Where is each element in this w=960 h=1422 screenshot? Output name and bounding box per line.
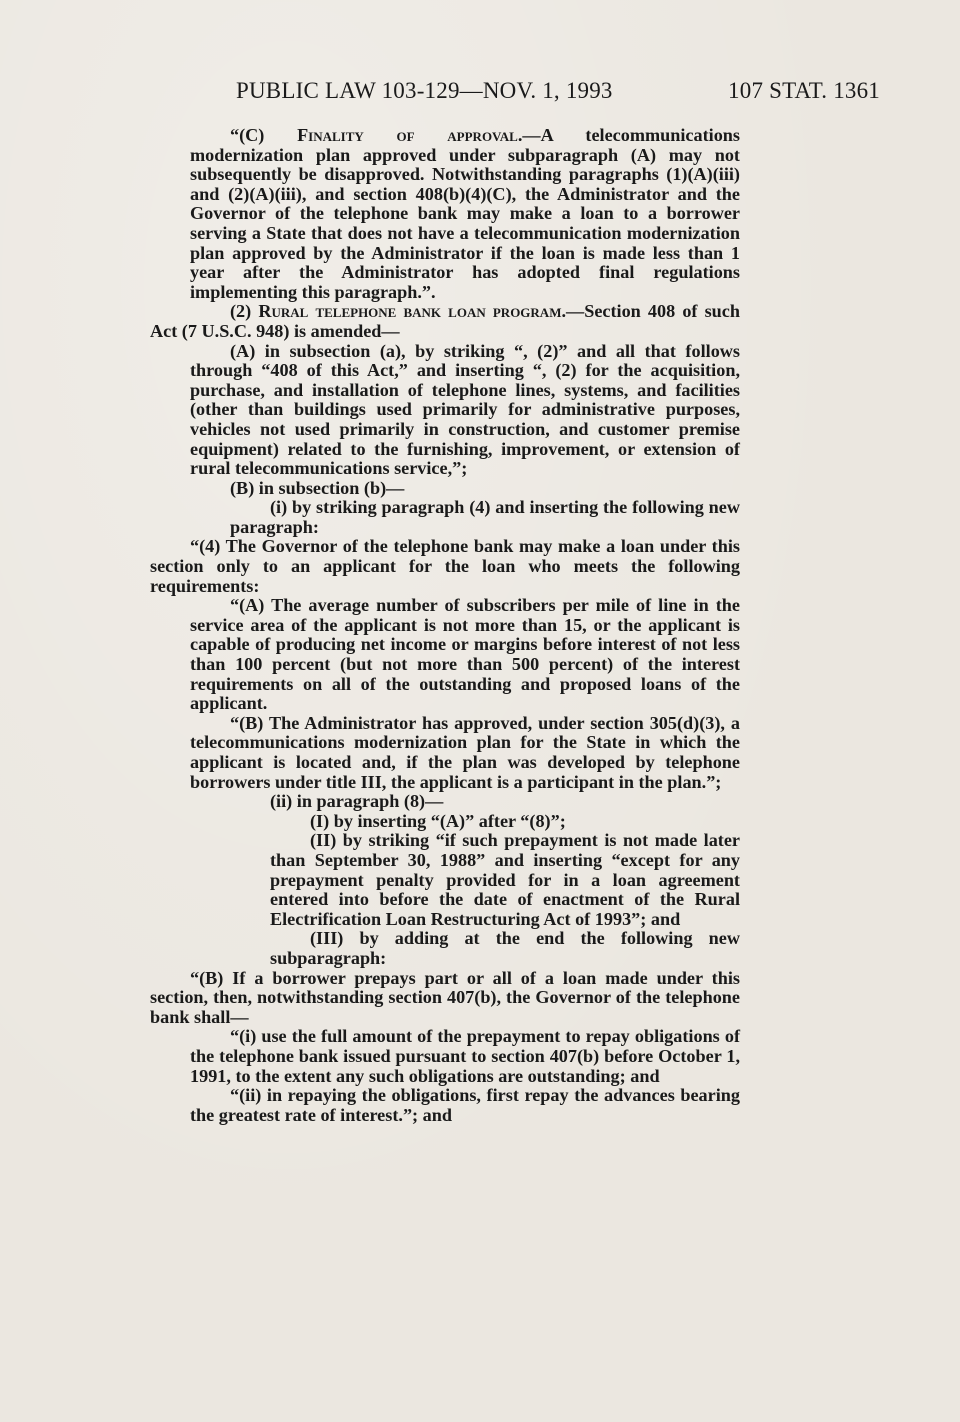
document-body: [150, 126, 740, 1125]
paragraph-ii-paragraph-8: (ii) in paragraph (8)—: [270, 791, 444, 812]
paragraph-b-administrator: “(B) The Administrator has approved, under section 305(d)(3), a telecommunications modernization plan for the State in which the applicant is located and, if the plan was developed by telephone borrowers under title III, the applicant is a participant in the plan.”;: [190, 712, 740, 792]
page-header: [236, 78, 880, 110]
paragraph-I-inserting: (I) by inserting “(A)” after “(8)”;: [310, 810, 566, 831]
paragraph-b-borrower-prepays: “(B) If a borrower prepays part or all of a loan made under this section, then, notwithstanding section 407(b), the Governor of the telephone bank shall—: [150, 967, 740, 1027]
paragraph-a-subsection-a: (A) in subsection (a), by striking “, (2)” and all that follows through “408 of this Act,” and inserting “, (2) for the acquisition, purchase, and installation of telephone lines, systems, and facilities (other than buildings used primarily for administrative purposes, vehicles not used primarily in construction, and customer premise equipment) related to the furnishing, improvement, or extension of rural telecommunications service,”;: [190, 340, 740, 479]
paragraph-c-finality: “(C) Finality of approval.—A telecommunications modernization plan approved under subparagraph (A) may not subsequently be disapproved. Notwithstanding paragraphs (1)(A)(iii) and (2)(A)(iii), and section 408(b)(4)(C), the Administrator and the Governor of the telephone bank may make a loan to a borrower serving a State that does not have a telecommunication modernization plan approved by the Administrator if the loan is made less than 1 year after the Administrator has adopted final regulations implementing this paragraph.”.: [190, 125, 740, 302]
header-citation: PUBLIC LAW 103-129—NOV. 1, 1993: [236, 78, 613, 103]
paragraph-2-rural-telephone: (2) Rural telephone bank loan program.—Section 408 of such Act (7 U.S.C. 948) is amended—: [150, 301, 740, 341]
paragraph-i-striking: (i) by striking paragraph (4) and inserting the following new paragraph:: [230, 497, 740, 537]
paragraph-i-full-amount: “(i) use the full amount of the prepayment to repay obligations of the telephone bank issued pursuant to section 407(b) before October 1, 1991, to the extent any such obligations are outstanding; and: [190, 1026, 740, 1086]
paragraph-heading: Rural telephone bank loan program.: [258, 301, 567, 322]
paragraph-b-subsection-b: (B) in subsection (b)—: [230, 477, 405, 498]
paragraph-a-average-subscribers: “(A) The average number of subscribers per mile of line in the service area of the applicant is not more than 15, or the applicant is capable of producing net income or margins before interest of not less than 100 percent (but not more than 500 percent) of the interest requirements on all of the outstanding and proposed loans of the applicant.: [190, 595, 740, 714]
paragraph-III-adding: (III) by adding at the end the following new subparagraph:: [270, 928, 740, 968]
paragraph-4-governor: “(4) The Governor of the telephone bank may make a loan under this section only to an applicant for the loan who meets the following requirements:: [150, 536, 740, 596]
paragraph-II-striking: (II) by striking “if such prepayment is not made later than September 30, 1988” and inserting “except for any prepayment penalty provided for in a loan agreement entered into before the date of enactment of the Rural Electrification Loan Restructuring Act of 1993”; and: [270, 830, 740, 929]
header-page-number: 107 STAT. 1361: [728, 78, 880, 103]
paragraph-ii-repaying: “(ii) in repaying the obligations, first repay the advances bearing the greatest rate of interest.”; and: [190, 1085, 740, 1125]
paragraph-heading: Finality of approval.: [297, 125, 523, 145]
